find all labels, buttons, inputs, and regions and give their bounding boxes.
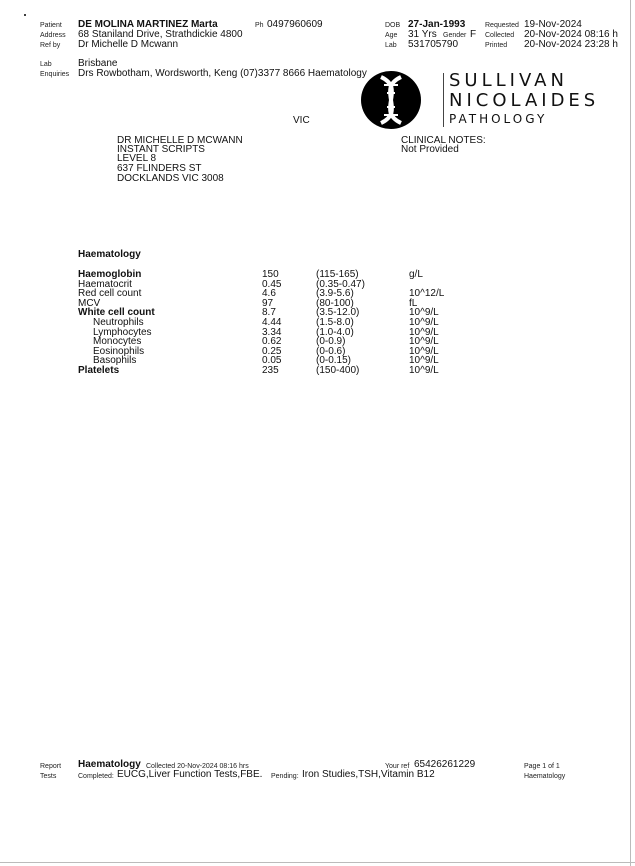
dob-value: 27-Jan-1993: [408, 19, 466, 30]
result-value: 0.45: [262, 278, 282, 290]
printed-date: 20-Nov-2024 23:28 h: [524, 39, 618, 50]
footer-pending: Iron Studies,TSH,Vitamin B12: [302, 769, 435, 780]
collected-date: 20-Nov-2024 08:16 h: [524, 29, 618, 40]
result-name: MCV: [78, 297, 101, 309]
result-value: 3.34: [262, 326, 282, 338]
result-name: White cell count: [78, 307, 155, 319]
age-value: 31 Yrs: [408, 29, 437, 40]
result-name: Lymphocytes: [93, 326, 152, 338]
result-name: Haematocrit: [78, 278, 132, 290]
result-value: 4.6: [262, 288, 276, 300]
requested-date: 19-Nov-2024: [524, 19, 582, 30]
result-reference-range: (3.5-12.0): [316, 307, 360, 319]
result-value: 8.7: [262, 307, 276, 319]
clinical-notes-value: Not Provided: [401, 144, 459, 155]
address-label: Address: [40, 32, 66, 39]
addressee-line-2: INSTANT SCRIPTS: [117, 144, 205, 155]
result-reference-range: (115-165): [316, 269, 359, 280]
dna-logo-icon: [361, 71, 421, 129]
lab-location: Brisbane: [78, 58, 118, 69]
enquiries-label: Enquiries: [40, 71, 70, 78]
footer-tests-label: Tests: [40, 773, 57, 780]
footer-your-ref: 65426261229: [414, 759, 476, 770]
result-value: 150: [262, 269, 279, 280]
result-name: Red cell count: [78, 288, 142, 300]
gender-value: F: [470, 29, 477, 40]
result-name: Haemoglobin: [78, 269, 142, 280]
clinical-notes-label: CLINICAL NOTES:: [401, 135, 486, 146]
logo-line-pathology: PATHOLOGY: [449, 112, 548, 126]
result-name: Eosinophils: [93, 345, 145, 357]
footer-collected: Collected 20-Nov-2024 08:16 hrs: [146, 763, 249, 770]
result-reference-range: (1.5-8.0): [316, 317, 354, 328]
result-unit: 10^9/L: [409, 345, 439, 357]
result-unit: 10^9/L: [409, 307, 439, 319]
result-reference-range: (0-0.6): [316, 345, 346, 357]
result-value: 235: [262, 365, 279, 376]
table-row: [0, 366, 635, 376]
result-reference-range: (0-0.9): [316, 336, 346, 348]
age-label: Age: [385, 32, 398, 39]
gender-label: Gender: [443, 32, 467, 39]
footer-pending-label: Pending:: [271, 773, 299, 780]
patient-phone: 0497960609: [267, 19, 323, 30]
result-unit: g/L: [409, 269, 423, 280]
result-reference-range: (3.9-5.6): [316, 288, 354, 300]
stray-dot: [24, 14, 26, 16]
page-right-edge: [630, 0, 631, 866]
result-reference-range: (1.0-4.0): [316, 326, 354, 338]
footer-completed-label: Completed:: [78, 773, 114, 780]
referring-doctor: Dr Michelle D Mcwann: [78, 39, 179, 50]
phone-label: Ph: [255, 22, 264, 29]
result-name: Monocytes: [93, 336, 142, 348]
logo-line-sullivan: SULLIVAN: [449, 70, 568, 91]
section-title: Haematology: [78, 249, 141, 260]
footer-dept: Haematology: [524, 773, 566, 780]
footer-your-ref-label: Your ref: [385, 763, 410, 770]
page-bottom-edge: [0, 862, 635, 863]
footer-completed: EUCG,Liver Function Tests,FBE.: [117, 769, 263, 780]
dob-label: DOB: [385, 22, 401, 29]
result-value: 0.62: [262, 336, 282, 348]
result-value: 0.05: [262, 355, 282, 367]
result-value: 4.44: [262, 317, 282, 328]
result-reference-range: (80-100): [316, 297, 354, 309]
result-name: Platelets: [78, 365, 120, 376]
result-reference-range: (0-0.15): [316, 355, 352, 367]
result-reference-range: (150-400): [316, 365, 360, 376]
result-name: Basophils: [93, 355, 137, 367]
lab-number-label: Lab: [385, 42, 397, 49]
result-name: Neutrophils: [93, 317, 144, 328]
state-label: VIC: [293, 115, 310, 126]
lab-label: Lab: [40, 61, 52, 68]
result-unit: 10^9/L: [409, 326, 439, 338]
logo-separator: [443, 73, 444, 127]
result-unit: 10^9/L: [409, 355, 439, 367]
result-unit: fL: [409, 297, 418, 309]
addressee-line-3: LEVEL 8: [117, 153, 157, 164]
result-value: 97: [262, 297, 274, 309]
requested-label: Requested: [485, 22, 519, 29]
result-unit: 10^9/L: [409, 365, 439, 376]
footer-report-title: Haematology: [78, 759, 141, 770]
lab-number: 531705790: [408, 39, 459, 50]
result-reference-range: (0.35-0.47): [316, 278, 365, 290]
result-unit: 10^9/L: [409, 336, 439, 348]
collected-label: Collected: [485, 32, 515, 39]
refby-label: Ref by: [40, 42, 61, 49]
addressee-line-5: DOCKLANDS VIC 3008: [117, 173, 224, 184]
footer-report-label: Report: [40, 763, 62, 770]
logo-line-nicolaides: NICOLAIDES: [449, 90, 600, 111]
enquiries-text: Drs Rowbotham, Wordsworth, Keng (07)3377 8666 Haematology: [78, 68, 367, 79]
patient-address: 68 Staniland Drive, Strathdickie 4800: [78, 29, 243, 40]
result-unit: 10^12/L: [409, 288, 445, 300]
patient-label: Patient: [40, 22, 62, 29]
footer-page: Page 1 of 1: [524, 763, 560, 770]
addressee-line-4: 637 FLINDERS ST: [117, 163, 202, 174]
printed-label: Printed: [485, 42, 508, 49]
result-unit: 10^9/L: [409, 317, 439, 328]
result-value: 0.25: [262, 345, 282, 357]
patient-name: DE MOLINA MARTINEZ Marta: [78, 19, 218, 30]
addressee-line-1: DR MICHELLE D MCWANN: [117, 135, 243, 146]
